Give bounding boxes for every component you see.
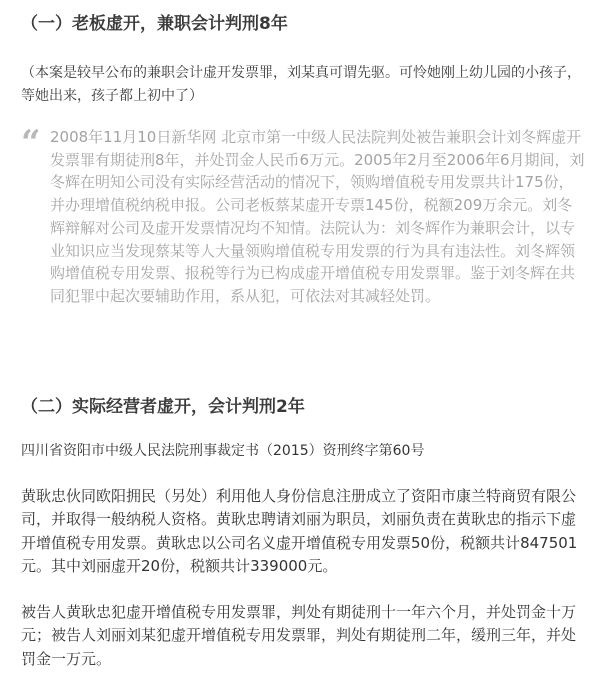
verdict-paragraph: 被告人黄耿忠犯虚开增值税专用发票罪，判处有期徒刑十一年六个月，并处罚金十万元；被告人刘丽刘某犯虚开增值税专用发票罪，判处有期徒刑二年，缓刑三年，并处罚金一万元。 — [21, 603, 577, 668]
section-2-heading: （二）实际经营者虚开，会计判刑2年 — [21, 397, 305, 417]
quote-text: 2008年11月10日新华网 北京市第一中级人民法院判处被告兼职会计刘冬辉虚开发票罪有期徒刑8年，并处罚金人民币6万元。2005年2月至2006年6月期间，刘冬辉在明知公司没有实际经营活动的情况下，领购增值税专用发票共计175份，并办理增值税纳税申报。公司老板蔡某虚开专票145份，税额209万余元。刘冬辉辩解对公司及虚开发票情况均不知情。法院认为：刘冬辉作为兼职会计，以专业知识应当发现蔡某等人大量领购增值税专用发票的行为具有违法性。刘冬辉领购增值税专用发票、报税等行为已构成虚开增值税专用发票罪。鉴于刘冬辉在共同犯罪中起次要辅助作用，系从犯，可依法对其减轻处罚。 — [50, 128, 585, 305]
section-1-heading: （一）老板虚开，兼职会计判刑8年 — [21, 14, 288, 34]
case-facts-paragraph: 黄耿忠伙同欧阳拥民（另处）利用他人身份信息注册成立了资阳市康兰特商贸有限公司，并取得一般纳税人资格。黄耿忠聘请刘丽为职员，刘丽负责在黄耿忠的指示下虚开增值税专用发票。黄耿忠以公司名义虚开增值税专用发票50份，税额共计847501元。其中刘丽虚开20份，税额共计339000元。 — [21, 487, 578, 575]
quote-mark-icon: “ — [21, 123, 41, 163]
section-1-note: （本案是较早公布的兼职会计虚开发票罪，刘某真可谓先驱。可怜她刚上幼儿园的小孩子，等她出来，孩子都上初中了） — [21, 65, 581, 104]
case-reference: 四川省资阳市中级人民法院刑事裁定书（2015）资刑终字第60号 — [21, 443, 425, 459]
